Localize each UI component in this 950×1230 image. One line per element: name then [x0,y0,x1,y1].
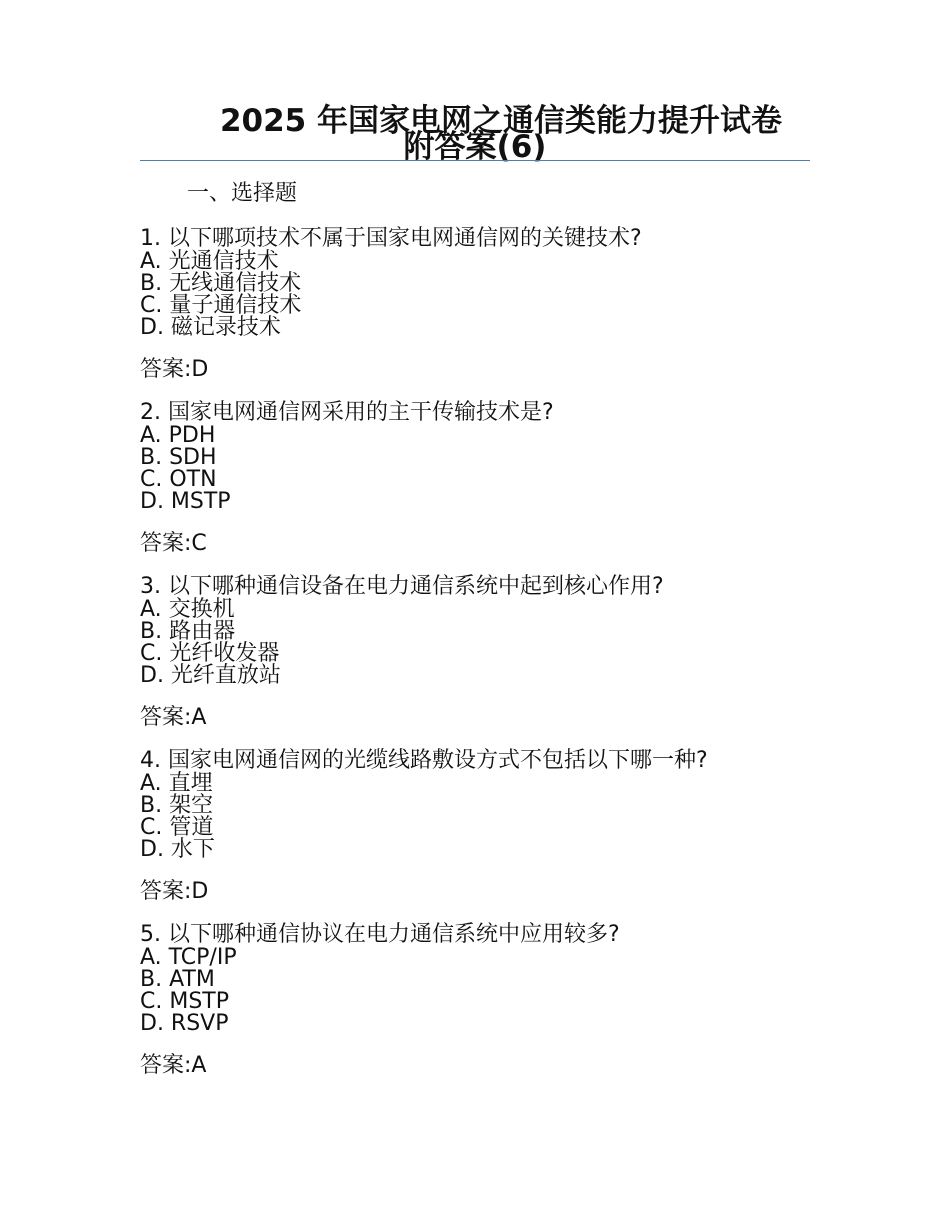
answer-line: 答案:D [140,357,209,382]
document-title-line-2: 附答案(6) [403,129,547,165]
option-d: D. 水下 [140,837,215,862]
question-3 [140,574,840,748]
option-d: D. RSVP [140,1011,229,1036]
option-d: D. MSTP [140,489,231,514]
option-b: B. ATM [140,967,215,992]
option-a: A. 光通信技术 [140,249,279,274]
question-text: 4. 国家电网通信网的光缆线路敷设方式不包括以下哪一种? [140,748,708,773]
option-c: C. MSTP [140,989,229,1014]
option-b: B. SDH [140,445,217,470]
answer-line: 答案:A [140,1053,207,1078]
document-title [140,103,810,165]
option-a: A. 交换机 [140,597,235,622]
option-a: A. TCP/IP [140,945,237,970]
question-list [140,226,840,1096]
question-4 [140,748,840,922]
option-c: C. 管道 [140,815,214,840]
document-title-line-1: 2025 年国家电网之通信类能力提升试卷 [219,103,783,139]
option-a: A. PDH [140,423,216,448]
question-5 [140,922,840,1096]
option-b: B. 路由器 [140,619,236,644]
answer-line: 答案:A [140,705,207,730]
option-b: B. 无线通信技术 [140,271,302,296]
section-heading: 一、选择题 [187,181,298,206]
option-c: C. 量子通信技术 [140,293,302,318]
answer-line: 答案:D [140,879,209,904]
answer-line: 答案:C [140,531,207,556]
question-text: 3. 以下哪种通信设备在电力通信系统中起到核心作用? [140,574,664,599]
question-1 [140,226,840,400]
option-c: C. 光纤收发器 [140,641,280,666]
option-b: B. 架空 [140,793,214,818]
question-2 [140,400,840,574]
option-d: D. 磁记录技术 [140,315,281,340]
option-d: D. 光纤直放站 [140,663,281,688]
option-a: A. 直埋 [140,771,213,796]
question-text: 5. 以下哪种通信协议在电力通信系统中应用较多? [140,922,620,947]
question-text: 1. 以下哪项技术不属于国家电网通信网的关键技术? [140,226,642,251]
option-c: C. OTN [140,467,217,492]
question-text: 2. 国家电网通信网采用的主干传输技术是? [140,400,554,425]
title-divider [140,160,810,161]
